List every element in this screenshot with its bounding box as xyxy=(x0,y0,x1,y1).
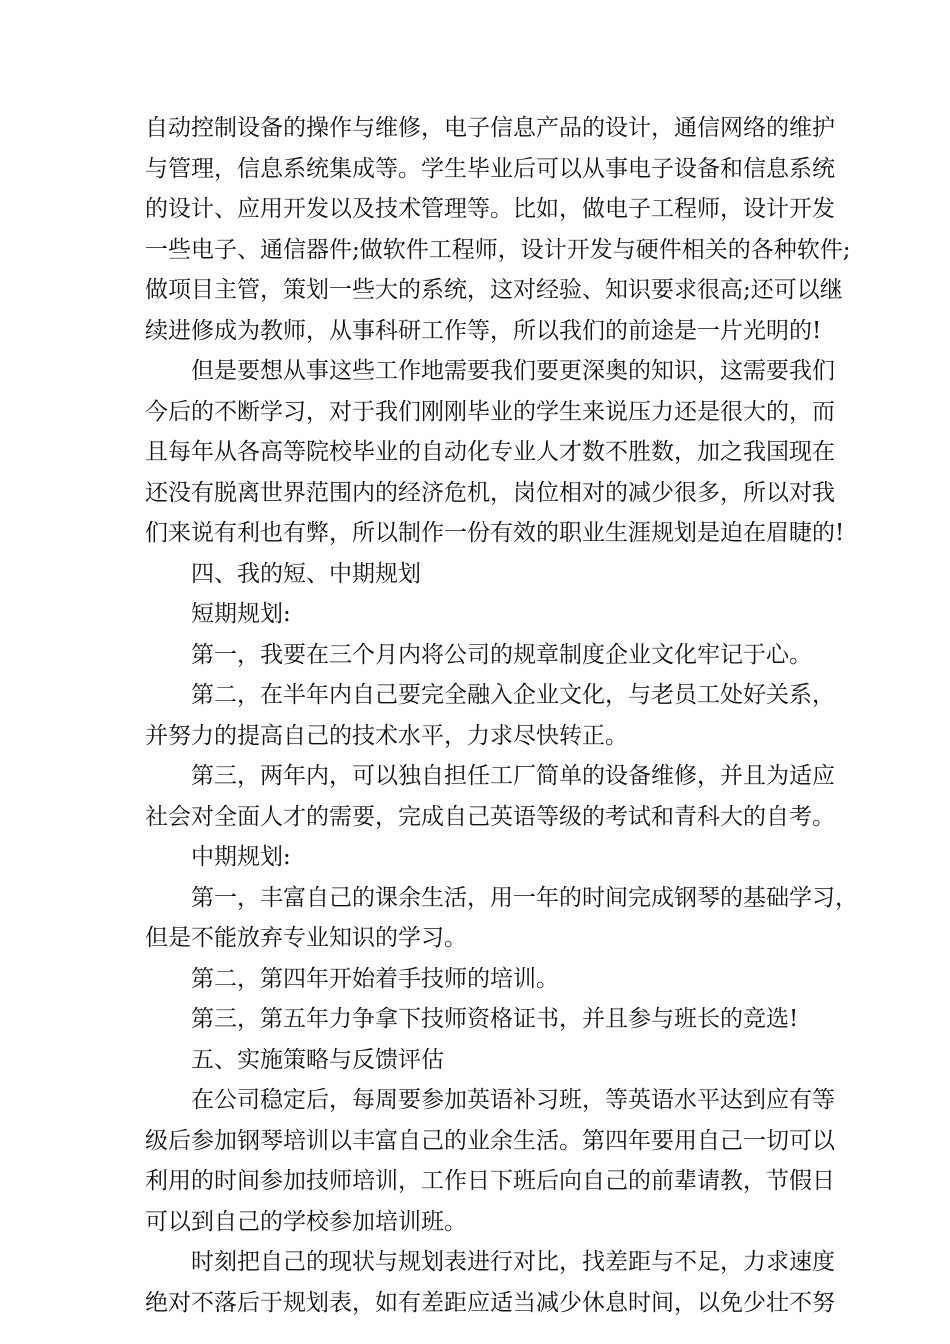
text-line: 中期规划: xyxy=(191,844,291,870)
text-line: 第三，两年内，可以独自担任工厂简单的设备维修，并且为适应 xyxy=(191,763,835,789)
text-line: 还没有脱离世界范围内的经济危机，岗位相对的减少很多，所以对我 xyxy=(145,479,835,506)
text-line: 并努力的提高自己的技术水平，力求尽快转正。 xyxy=(145,722,628,749)
text-line: 但是不能放弃专业知识的学习。 xyxy=(145,925,467,951)
text-line: 绝对不落后于规划表，如有差距应适当减少休息时间，以免少壮不努 xyxy=(145,1289,835,1316)
text-line: 自动控制设备的操作与维修，电子信息产品的设计，通信网络的维护 xyxy=(145,115,835,141)
text-line: 们来说有利也有弊，所以制作一份有效的职业生涯规划是迫在眉睫的! xyxy=(145,520,845,546)
text-line: 可以到自己的学校参加培训班。 xyxy=(145,1208,467,1235)
text-line: 第三，第五年力争拿下技师资格证书，并且参与班长的竞选! xyxy=(191,1006,799,1032)
text-line: 五、实施策略与反馈评估 xyxy=(191,1046,444,1073)
text-line: 社会对全面人才的需要，完成自己英语等级的考试和青科大的自考。 xyxy=(145,803,835,830)
text-line: 续进修成为教师，从事科研工作等，所以我们的前途是一片光明的! xyxy=(145,317,822,344)
document-body xyxy=(145,108,858,1323)
text-line: 利用的时间参加技师培训，工作日下班后向自己的前辈请教，节假日 xyxy=(145,1168,835,1194)
text-line: 但是要想从事这些工作地需要我们要更深奥的知识，这需要我们 xyxy=(191,358,835,384)
text-line: 今后的不断学习，对于我们刚刚毕业的学生来说压力还是很大的，而 xyxy=(145,398,835,425)
text-line: 第一，丰富自己的课余生活，用一年的时间完成钢琴的基础学习， xyxy=(191,884,858,911)
text-line: 四、我的短、中期规划 xyxy=(191,560,421,587)
text-line: 在公司稳定后，每周要参加英语补习班，等英语水平达到应有等 xyxy=(191,1087,835,1113)
text-line: 一些电子、通信器件;做软件工程师，设计开发与硬件相关的各种软件; xyxy=(145,236,851,263)
text-line: 做项目主管，策划一些大的系统，这对经验、知识要求很高;还可以继 xyxy=(145,277,843,303)
text-line: 时刻把自己的现状与规划表进行对比，找差距与不足，力求速度 xyxy=(191,1249,835,1275)
text-line: 短期规划: xyxy=(191,601,291,627)
text-line: 且每年从各高等院校毕业的自动化专业人才数不胜数，加之我国现在 xyxy=(145,439,835,465)
text-line: 级后参加钢琴培训以丰富自己的业余生活。第四年要用自己一切可以 xyxy=(145,1127,835,1154)
text-line: 的设计、应用开发以及技术管理等。比如，做电子工程师，设计开发 xyxy=(145,196,835,222)
text-line: 第二，在半年内自己要完全融入企业文化，与老员工处好关系， xyxy=(191,682,835,708)
text-line: 第一，我要在三个月内将公司的规章制度企业文化牢记于心。 xyxy=(191,641,812,668)
text-line: 与管理，信息系统集成等。学生毕业后可以从事电子设备和信息系统 xyxy=(145,155,835,182)
text-line: 第二，第四年开始着手技师的培训。 xyxy=(191,965,559,992)
